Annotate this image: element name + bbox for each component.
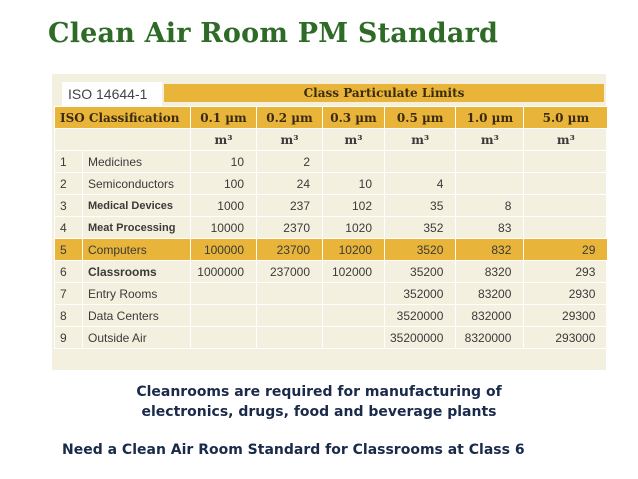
table-row (55, 327, 608, 349)
value-cell: 832000 (456, 305, 524, 327)
value-cell: 293 (524, 261, 608, 283)
size-header: 5.0 µm (524, 107, 608, 129)
value-cell: 4 (385, 173, 456, 195)
iso-classification-header: ISO Classification (55, 107, 191, 129)
value-cell: 237 (257, 195, 323, 217)
unit-cell: m³ (524, 129, 608, 151)
value-cell: 237000 (257, 261, 323, 283)
value-cell (524, 195, 608, 217)
class-number: 6 (55, 261, 83, 283)
value-cell: 23700 (257, 239, 323, 261)
value-cell (257, 305, 323, 327)
unit-cell: m³ (191, 129, 257, 151)
unit-cell: m³ (385, 129, 456, 151)
value-cell: 3520000 (385, 305, 456, 327)
class-number: 4 (55, 217, 83, 239)
caption-line-2: electronics, drugs, food and beverage plants (141, 404, 497, 420)
value-cell: 10000 (191, 217, 257, 239)
value-cell (385, 151, 456, 173)
value-cell (323, 305, 385, 327)
value-cell: 35200 (385, 261, 456, 283)
value-cell: 3520 (385, 239, 456, 261)
value-cell (524, 217, 608, 239)
value-cell: 1000 (191, 195, 257, 217)
value-cell (323, 283, 385, 305)
value-cell: 2930 (524, 283, 608, 305)
value-cell (323, 327, 385, 349)
application-cell: Medical Devices (83, 195, 191, 217)
table-row (55, 151, 608, 173)
application-cell: Computers (83, 239, 191, 261)
value-cell: 10200 (323, 239, 385, 261)
unit-cell: m³ (456, 129, 524, 151)
value-cell: 352 (385, 217, 456, 239)
unit-cell: m³ (257, 129, 323, 151)
application-cell: Data Centers (83, 305, 191, 327)
value-cell: 832 (456, 239, 524, 261)
application-cell: Classrooms (83, 261, 191, 283)
value-cell: 352000 (385, 283, 456, 305)
class-number: 9 (55, 327, 83, 349)
table-row (55, 305, 608, 327)
value-cell (191, 283, 257, 305)
value-cell: 102 (323, 195, 385, 217)
table-row-highlighted (55, 239, 608, 261)
class-number: 1 (55, 151, 83, 173)
size-header: 0.1 µm (191, 107, 257, 129)
value-cell (323, 151, 385, 173)
class-number: 7 (55, 283, 83, 305)
value-cell (524, 173, 608, 195)
size-header: 1.0 µm (456, 107, 524, 129)
table-row (55, 173, 608, 195)
value-cell: 83200 (456, 283, 524, 305)
value-cell: 100000 (191, 239, 257, 261)
page-title: Clean Air Room PM Standard (48, 18, 499, 49)
application-cell: Entry Rooms (83, 283, 191, 305)
size-header: 0.2 µm (257, 107, 323, 129)
caption-line-3: Need a Clean Air Room Standard for Classrooms at Class 6 (62, 442, 525, 458)
group-header: Class Particulate Limits (164, 84, 604, 102)
value-cell: 1000000 (191, 261, 257, 283)
value-cell (257, 283, 323, 305)
value-cell (191, 305, 257, 327)
value-cell: 293000 (524, 327, 608, 349)
standard-label: ISO 14644-1 (62, 82, 162, 106)
header-row (55, 107, 608, 129)
application-cell: Medicines (83, 151, 191, 173)
value-cell: 1020 (323, 217, 385, 239)
unit-spacer (55, 129, 191, 151)
value-cell: 35200000 (385, 327, 456, 349)
value-cell: 100 (191, 173, 257, 195)
table-row (55, 261, 608, 283)
unit-cell: m³ (323, 129, 385, 151)
class-number: 2 (55, 173, 83, 195)
application-cell: Outside Air (83, 327, 191, 349)
value-cell: 102000 (323, 261, 385, 283)
value-cell: 83 (456, 217, 524, 239)
table-row (55, 283, 608, 305)
iso-class-table (54, 106, 608, 349)
class-number: 8 (55, 305, 83, 327)
size-header: 0.5 µm (385, 107, 456, 129)
value-cell (524, 151, 608, 173)
class-number: 5 (55, 239, 83, 261)
value-cell: 2 (257, 151, 323, 173)
class-number: 3 (55, 195, 83, 217)
value-cell: 35 (385, 195, 456, 217)
value-cell: 29 (524, 239, 608, 261)
table-row (55, 217, 608, 239)
value-cell (257, 327, 323, 349)
application-cell: Semiconductors (83, 173, 191, 195)
value-cell: 8320 (456, 261, 524, 283)
value-cell (456, 151, 524, 173)
unit-row (55, 129, 608, 151)
caption-line-1: Cleanrooms are required for manufacturing of (136, 384, 502, 400)
value-cell: 8 (456, 195, 524, 217)
size-header: 0.3 µm (323, 107, 385, 129)
value-cell: 29300 (524, 305, 608, 327)
value-cell (456, 173, 524, 195)
table-row (55, 195, 608, 217)
value-cell: 8320000 (456, 327, 524, 349)
value-cell: 24 (257, 173, 323, 195)
value-cell (191, 327, 257, 349)
value-cell: 10 (191, 151, 257, 173)
value-cell: 10 (323, 173, 385, 195)
application-cell: Meat Processing (83, 217, 191, 239)
value-cell: 2370 (257, 217, 323, 239)
